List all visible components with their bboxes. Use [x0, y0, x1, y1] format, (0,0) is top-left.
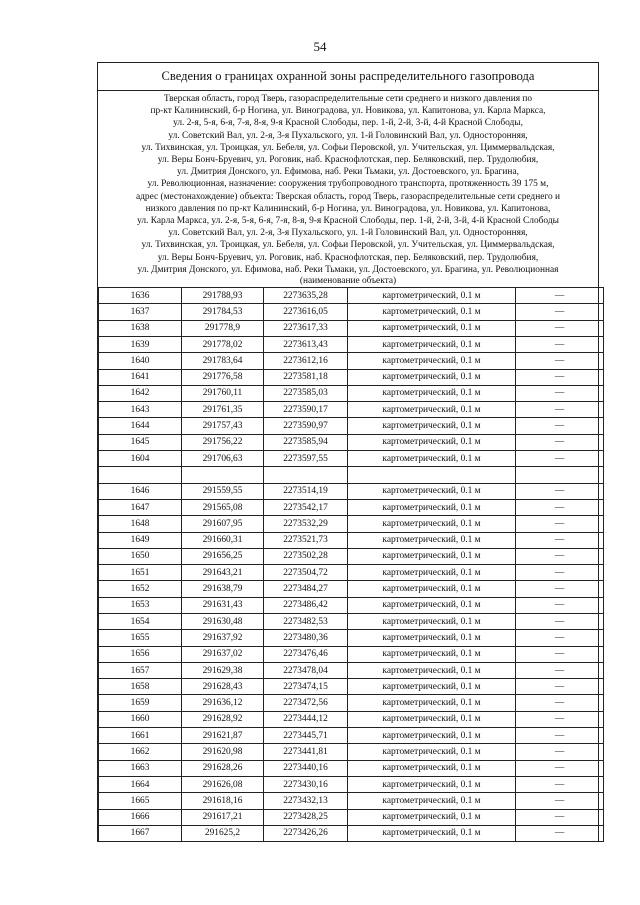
table-row	[99, 402, 604, 418]
description-line: ул. Веры Бонч-Бруевич, ул. Роговик, наб. Краснофлотская, пер. Беляковский, пер. Трудолюбия,	[157, 252, 539, 263]
point-number: 1653	[99, 597, 182, 613]
x-coordinate: 291565,08	[182, 499, 264, 515]
method-accuracy: картометрический, 0.1 м	[348, 548, 516, 564]
point-number: 1665	[99, 793, 182, 809]
y-coordinate: 2273430,16	[264, 776, 348, 792]
y-coordinate: 2273474,15	[264, 679, 348, 695]
point-number: 1647	[99, 499, 182, 515]
description-cell: —	[516, 385, 604, 401]
x-coordinate: 291760,11	[182, 385, 264, 401]
table-row	[99, 679, 604, 695]
y-coordinate: 2273597,55	[264, 451, 348, 467]
point-number: 1638	[99, 320, 182, 336]
description-cell: —	[516, 548, 604, 564]
x-coordinate: 291630,48	[182, 613, 264, 629]
table-row	[99, 646, 604, 662]
x-coordinate: 291776,58	[182, 369, 264, 385]
x-coordinate: 291778,02	[182, 336, 264, 352]
x-coordinate: 291626,08	[182, 776, 264, 792]
description-line: ул. Веры Бонч-Бруевич, ул. Роговик, наб. Краснофлотская, пер. Беляковский, пер. Трудолюбия,	[157, 155, 539, 166]
x-coordinate: 291784,53	[182, 304, 264, 320]
description-cell: —	[516, 304, 604, 320]
y-coordinate: 2273445,71	[264, 728, 348, 744]
table-row	[99, 451, 604, 467]
description-cell: —	[516, 646, 604, 662]
y-coordinate: 2273426,26	[264, 825, 348, 841]
x-coordinate: 291628,26	[182, 760, 264, 776]
table-row	[99, 288, 604, 304]
description-cell: —	[516, 711, 604, 727]
description-cell: —	[516, 744, 604, 760]
method-accuracy: картометрический, 0.1 м	[348, 288, 516, 304]
point-number: 1640	[99, 353, 182, 369]
table-row	[99, 597, 604, 613]
y-coordinate: 2273440,16	[264, 760, 348, 776]
method-accuracy: картометрический, 0.1 м	[348, 695, 516, 711]
y-coordinate: 2273581,18	[264, 369, 348, 385]
point-number: 1641	[99, 369, 182, 385]
description-cell: —	[516, 483, 604, 499]
description-line: ул. Дмитрия Донского, ул. Ефимова, наб. Реки Тьмаки, ул. Достоевского, ул. Брагина,	[177, 167, 519, 178]
method-accuracy: картометрический, 0.1 м	[348, 483, 516, 499]
y-coordinate: 2273521,73	[264, 532, 348, 548]
x-coordinate: 291656,25	[182, 548, 264, 564]
y-coordinate: 2273428,25	[264, 809, 348, 825]
description-cell: —	[516, 760, 604, 776]
x-coordinate: 291778,9	[182, 320, 264, 336]
point-number: 1660	[99, 711, 182, 727]
x-coordinate: 291660,31	[182, 532, 264, 548]
x-coordinate: 291618,16	[182, 793, 264, 809]
coordinates-block-2	[99, 483, 604, 842]
separator-row	[99, 467, 604, 483]
x-coordinate: 291628,92	[182, 711, 264, 727]
table-row	[99, 744, 604, 760]
method-accuracy: картометрический, 0.1 м	[348, 369, 516, 385]
description-line: низкого давления по пр-кт Калининский, б-р Ногина, ул. Виноградова, ул. Новикова, ул. Капитонова,	[145, 203, 551, 214]
method-accuracy: картометрический, 0.1 м	[348, 630, 516, 646]
point-number: 1664	[99, 776, 182, 792]
y-coordinate: 2273476,46	[264, 646, 348, 662]
description-cell: —	[516, 288, 604, 304]
point-number: 1637	[99, 304, 182, 320]
table-row	[99, 483, 604, 499]
object-description	[98, 91, 598, 276]
table-row	[99, 728, 604, 744]
point-number: 1645	[99, 434, 182, 450]
y-coordinate: 2273502,28	[264, 548, 348, 564]
point-number: 1654	[99, 613, 182, 629]
description-cell: —	[516, 532, 604, 548]
description-cell: —	[516, 402, 604, 418]
x-coordinate: 291621,87	[182, 728, 264, 744]
table-row	[99, 613, 604, 629]
method-accuracy: картометрический, 0.1 м	[348, 336, 516, 352]
point-number: 1666	[99, 809, 182, 825]
coordinates-table	[98, 287, 604, 842]
y-coordinate: 2273613,43	[264, 336, 348, 352]
y-coordinate: 2273590,97	[264, 418, 348, 434]
y-coordinate: 2273444,12	[264, 711, 348, 727]
method-accuracy: картометрический, 0.1 м	[348, 499, 516, 515]
point-number: 1661	[99, 728, 182, 744]
method-accuracy: картометрический, 0.1 м	[348, 711, 516, 727]
description-cell: —	[516, 597, 604, 613]
point-number: 1648	[99, 516, 182, 532]
table-row	[99, 385, 604, 401]
x-coordinate: 291788,93	[182, 288, 264, 304]
x-coordinate: 291625,2	[182, 825, 264, 841]
table-row	[99, 630, 604, 646]
description-caption: (наименование объекта)	[299, 276, 397, 287]
description-cell: —	[516, 809, 604, 825]
description-cell: —	[516, 679, 604, 695]
method-accuracy: картометрический, 0.1 м	[348, 385, 516, 401]
y-coordinate: 2273616,05	[264, 304, 348, 320]
method-accuracy: картометрический, 0.1 м	[348, 532, 516, 548]
description-line: ул. 2-я, 5-я, 6-я, 7-я, 8-я, 9-я Красной Слободы, пер. 1-й, 2-й, 3-й, 4-й Красной Слободы,	[173, 118, 523, 129]
x-coordinate: 291628,43	[182, 679, 264, 695]
point-number: 1663	[99, 760, 182, 776]
point-number: 1636	[99, 288, 182, 304]
x-coordinate: 291643,21	[182, 565, 264, 581]
x-coordinate: 291629,38	[182, 662, 264, 678]
description-line: адрес (местонахождение) объекта: Тверская область, город Тверь, газораспределительные сети среднего и	[135, 191, 561, 202]
document-frame	[97, 62, 599, 842]
y-coordinate: 2273542,17	[264, 499, 348, 515]
point-number: 1652	[99, 581, 182, 597]
table-row	[99, 499, 604, 515]
description-cell: —	[516, 336, 604, 352]
method-accuracy: картометрический, 0.1 м	[348, 613, 516, 629]
method-accuracy: картометрический, 0.1 м	[348, 679, 516, 695]
point-number: 1658	[99, 679, 182, 695]
page-number: 54	[313, 39, 327, 54]
method-accuracy: картометрический, 0.1 м	[348, 825, 516, 841]
block-separator	[99, 467, 604, 483]
method-accuracy: картометрический, 0.1 м	[348, 434, 516, 450]
table-row	[99, 418, 604, 434]
description-line: ул. Советский Вал, ул. 2-я, 3-я Пухальского, ул. 1-й Головинский Вал, ул. Односторонняя,	[168, 130, 528, 141]
table-row	[99, 304, 604, 320]
y-coordinate: 2273484,27	[264, 581, 348, 597]
description-line: ул. Революционная, назначение: сооружения трубопроводного транспорта, протяженность 39 175 м,	[147, 179, 549, 190]
point-number: 1643	[99, 402, 182, 418]
point-number: 1639	[99, 336, 182, 352]
description-cell: —	[516, 499, 604, 515]
x-coordinate: 291706,63	[182, 451, 264, 467]
table-row	[99, 825, 604, 841]
description-cell: —	[516, 565, 604, 581]
table-row	[99, 353, 604, 369]
table-row	[99, 565, 604, 581]
point-number: 1655	[99, 630, 182, 646]
point-number: 1667	[99, 825, 182, 841]
method-accuracy: картометрический, 0.1 м	[348, 451, 516, 467]
description-cell: —	[516, 353, 604, 369]
description-line: ул. Тихвинская, ул. Троицкая, ул. Бебеля, ул. Софьи Перовской, ул. Учительская, ул. Циммервальдская,	[141, 142, 555, 153]
table-row	[99, 434, 604, 450]
point-number: 1649	[99, 532, 182, 548]
table-row	[99, 548, 604, 564]
method-accuracy: картометрический, 0.1 м	[348, 353, 516, 369]
y-coordinate: 2273585,94	[264, 434, 348, 450]
method-accuracy: картометрический, 0.1 м	[348, 728, 516, 744]
table-row	[99, 776, 604, 792]
x-coordinate: 291637,02	[182, 646, 264, 662]
method-accuracy: картометрический, 0.1 м	[348, 320, 516, 336]
point-number: 1604	[99, 451, 182, 467]
method-accuracy: картометрический, 0.1 м	[348, 581, 516, 597]
y-coordinate: 2273504,72	[264, 565, 348, 581]
method-accuracy: картометрический, 0.1 м	[348, 646, 516, 662]
table-row	[99, 516, 604, 532]
method-accuracy: картометрический, 0.1 м	[348, 516, 516, 532]
description-cell: —	[516, 662, 604, 678]
y-coordinate: 2273612,16	[264, 353, 348, 369]
x-coordinate: 291637,92	[182, 630, 264, 646]
point-number: 1662	[99, 744, 182, 760]
point-number: 1646	[99, 483, 182, 499]
method-accuracy: картометрический, 0.1 м	[348, 662, 516, 678]
description-cell: —	[516, 451, 604, 467]
point-number: 1656	[99, 646, 182, 662]
y-coordinate: 2273617,33	[264, 320, 348, 336]
x-coordinate: 291559,55	[182, 483, 264, 499]
description-line: ул. Советский Вал, ул. 2-я, 3-я Пухальского, ул. 1-й Головинский Вал, ул. Односторонняя,	[168, 228, 528, 239]
description-line: ул. Карла Маркса, ул. 2-я, 5-я, 6-я, 7-я, 8-я, 9-я Красной Слободы, пер. 1-й, 2-й, 3-й, 4-й Красной Слободы	[137, 216, 559, 227]
method-accuracy: картометрический, 0.1 м	[348, 304, 516, 320]
table-row	[99, 336, 604, 352]
table-row	[99, 581, 604, 597]
table-row	[99, 320, 604, 336]
description-line: ул. Дмитрия Донского, ул. Ефимова, наб. Реки Тьмаки, ул. Достоевского, ул. Брагина, ул. Революционная	[137, 264, 559, 275]
point-number: 1651	[99, 565, 182, 581]
y-coordinate: 2273590,17	[264, 402, 348, 418]
y-coordinate: 2273532,29	[264, 516, 348, 532]
description-line: пр-кт Калининский, б-р Ногина, ул. Виноградова, ул. Новикова, ул. Капитонова, ул. Карла Маркса,	[150, 106, 546, 117]
description-line: Тверская область, город Тверь, газораспределительные сети среднего и низкого давления по	[163, 94, 533, 104]
table-row	[99, 532, 604, 548]
method-accuracy: картометрический, 0.1 м	[348, 597, 516, 613]
x-coordinate: 291636,12	[182, 695, 264, 711]
y-coordinate: 2273432,13	[264, 793, 348, 809]
x-coordinate: 291617,21	[182, 809, 264, 825]
description-cell: —	[516, 613, 604, 629]
y-coordinate: 2273482,53	[264, 613, 348, 629]
method-accuracy: картометрический, 0.1 м	[348, 418, 516, 434]
description-cell: —	[516, 320, 604, 336]
point-number: 1644	[99, 418, 182, 434]
method-accuracy: картометрический, 0.1 м	[348, 760, 516, 776]
description-cell: —	[516, 418, 604, 434]
point-number: 1650	[99, 548, 182, 564]
table-row	[99, 695, 604, 711]
x-coordinate: 291757,43	[182, 418, 264, 434]
point-number: 1659	[99, 695, 182, 711]
description-cell: —	[516, 581, 604, 597]
point-number: 1642	[99, 385, 182, 401]
coordinates-block-1	[99, 288, 604, 467]
y-coordinate: 2273478,04	[264, 662, 348, 678]
table-row	[99, 760, 604, 776]
description-cell: —	[516, 434, 604, 450]
method-accuracy: картометрический, 0.1 м	[348, 402, 516, 418]
description-cell: —	[516, 728, 604, 744]
y-coordinate: 2273635,28	[264, 288, 348, 304]
description-cell: —	[516, 369, 604, 385]
method-accuracy: картометрический, 0.1 м	[348, 565, 516, 581]
description-cell: —	[516, 695, 604, 711]
y-coordinate: 2273514,19	[264, 483, 348, 499]
x-coordinate: 291638,79	[182, 581, 264, 597]
table-row	[99, 711, 604, 727]
description-cell: —	[516, 630, 604, 646]
point-number: 1657	[99, 662, 182, 678]
y-coordinate: 2273480,36	[264, 630, 348, 646]
table-row	[99, 809, 604, 825]
description-cell: —	[516, 825, 604, 841]
table-row	[99, 662, 604, 678]
x-coordinate: 291607,95	[182, 516, 264, 532]
method-accuracy: картометрический, 0.1 м	[348, 809, 516, 825]
description-cell: —	[516, 516, 604, 532]
x-coordinate: 291783,64	[182, 353, 264, 369]
description-cell: —	[516, 793, 604, 809]
y-coordinate: 2273585,03	[264, 385, 348, 401]
method-accuracy: картометрический, 0.1 м	[348, 744, 516, 760]
y-coordinate: 2273486,42	[264, 597, 348, 613]
method-accuracy: картометрический, 0.1 м	[348, 776, 516, 792]
y-coordinate: 2273441,81	[264, 744, 348, 760]
x-coordinate: 291620,98	[182, 744, 264, 760]
document-title: Сведения о границах охранной зоны распределительного газопровода	[98, 63, 598, 91]
x-coordinate: 291756,22	[182, 434, 264, 450]
method-accuracy: картометрический, 0.1 м	[348, 793, 516, 809]
table-row	[99, 793, 604, 809]
x-coordinate: 291761,35	[182, 402, 264, 418]
description-cell: —	[516, 776, 604, 792]
y-coordinate: 2273472,56	[264, 695, 348, 711]
x-coordinate: 291631,43	[182, 597, 264, 613]
description-line: ул. Тихвинская, ул. Троицкая, ул. Бебеля, ул. Софьи Перовской, ул. Учительская, ул. Циммервальдская,	[141, 240, 555, 251]
table-row	[99, 369, 604, 385]
